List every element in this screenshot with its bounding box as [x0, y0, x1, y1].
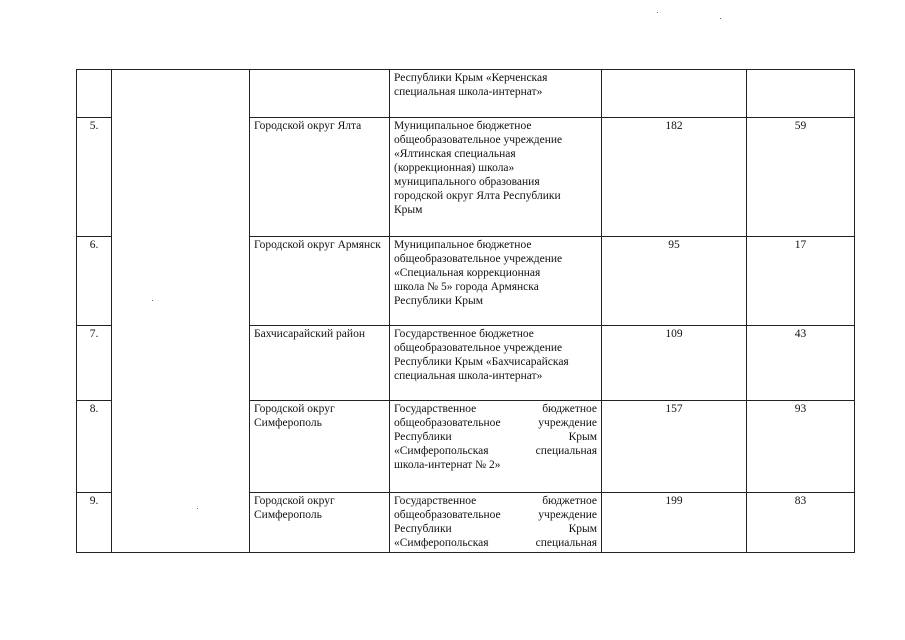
institution-line: общеобразовательное учреждение [394, 342, 563, 354]
municipality-cell: Городской округ Ялта [250, 118, 390, 237]
scan-speck [197, 508, 198, 509]
row-number: 7. [77, 326, 112, 401]
institution-line: Государственное бюджетное [394, 328, 534, 340]
institution-line: Республики Крым [394, 523, 597, 535]
students-cell: 95 [602, 237, 747, 326]
institution-line: «Симферопольская специальная [394, 537, 597, 549]
students-cell: 109 [602, 326, 747, 401]
institution-line: специальная школа-интернат» [394, 370, 543, 382]
institution-cell [390, 493, 602, 553]
institution-line: Государственное бюджетное [394, 495, 597, 507]
scan-speck [152, 300, 153, 301]
municipality-cell: Городской округ Симферополь [250, 493, 390, 553]
institution-line: муниципального образования [394, 176, 540, 188]
row-number: 9. [77, 493, 112, 553]
second-value-cell: 43 [747, 326, 855, 401]
institution-line: «Специальная коррекционная [394, 267, 541, 279]
institution-line: Муниципальное бюджетное [394, 239, 532, 251]
second-value-cell: 17 [747, 237, 855, 326]
municipality-cell: Бахчисарайский район [250, 326, 390, 401]
scan-speck [657, 12, 658, 13]
institution-cell [390, 401, 602, 493]
institution-line: (коррекционная) школа» [394, 162, 515, 174]
institution-line: Республики Крым «Бахчисарайская [394, 356, 569, 368]
institution-line: школа-интернат № 2» [394, 459, 501, 471]
municipality-cell [250, 70, 390, 118]
institution-line: общеобразовательное учреждение [394, 134, 563, 146]
institution-cell [390, 326, 602, 401]
institution-line: «Ялтинская специальная [394, 148, 516, 160]
institution-cell [390, 118, 602, 237]
institutions-table [76, 69, 855, 553]
institution-line: специальная школа-интернат» [394, 86, 543, 98]
institution-line: Муниципальное бюджетное [394, 120, 532, 132]
institution-line: Государственное бюджетное [394, 403, 597, 415]
students-cell: 157 [602, 401, 747, 493]
second-value-cell [747, 70, 855, 118]
second-value-cell: 93 [747, 401, 855, 493]
institution-line: Крым [394, 204, 423, 216]
institution-line: городской округ Ялта Республики [394, 190, 561, 202]
institution-line: школа № 5» города Армянска [394, 281, 539, 293]
students-cell: 199 [602, 493, 747, 553]
institution-cell [390, 70, 602, 118]
municipality-cell: Городской округ Армянск [250, 237, 390, 326]
second-value-cell: 83 [747, 493, 855, 553]
students-cell [602, 70, 747, 118]
second-value-cell: 59 [747, 118, 855, 237]
institution-line: Республики Крым «Керченская [394, 72, 548, 84]
row-number: 8. [77, 401, 112, 493]
students-cell: 182 [602, 118, 747, 237]
row-number [77, 70, 112, 118]
institution-line: Республики Крым [394, 295, 483, 307]
row-number: 5. [77, 118, 112, 237]
table-row [77, 70, 855, 118]
row-number: 6. [77, 237, 112, 326]
institution-line: общеобразовательное учреждение [394, 417, 597, 429]
institution-line: Республики Крым [394, 431, 597, 443]
institution-line: «Симферопольская специальная [394, 445, 597, 457]
municipality-cell: Городской округ Симферополь [250, 401, 390, 493]
empty-column [112, 70, 250, 553]
scan-speck [720, 18, 721, 19]
institution-line: общеобразовательное учреждение [394, 253, 563, 265]
institution-line: общеобразовательное учреждение [394, 509, 597, 521]
institution-cell [390, 237, 602, 326]
